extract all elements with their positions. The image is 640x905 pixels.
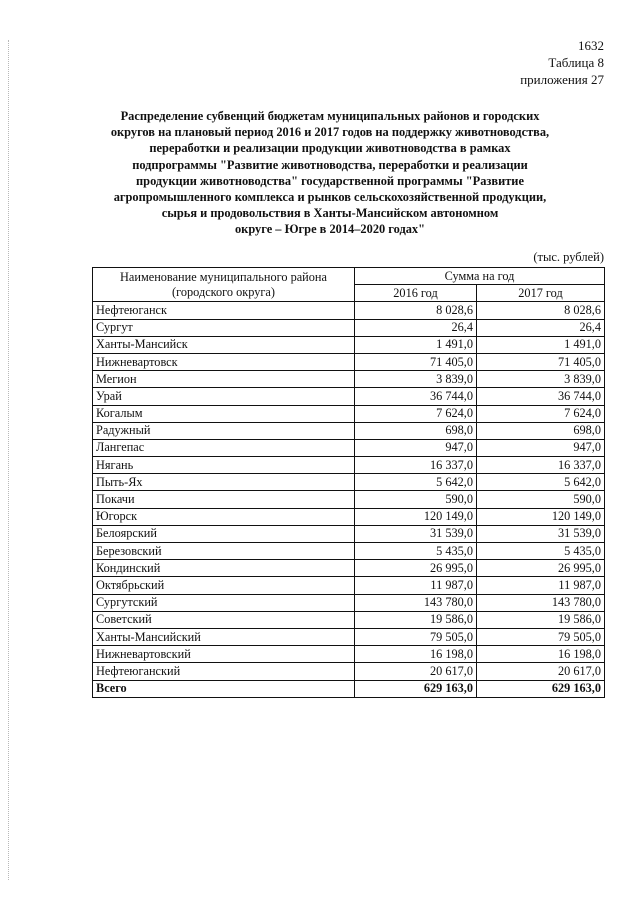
- row-2017-cell: 26,4: [477, 319, 605, 336]
- row-name-cell: Нягань: [93, 457, 355, 474]
- row-2017-cell: 5 435,0: [477, 543, 605, 560]
- total-name-cell: Всего: [93, 680, 355, 697]
- row-2017-cell: 19 586,0: [477, 611, 605, 628]
- row-2017-cell: 31 539,0: [477, 525, 605, 542]
- row-name-cell: Нефтеюганский: [93, 663, 355, 680]
- row-2017-cell: 71 405,0: [477, 353, 605, 370]
- row-2016-cell: 36 744,0: [355, 388, 477, 405]
- row-2017-cell: 590,0: [477, 491, 605, 508]
- row-name-cell: Советский: [93, 611, 355, 628]
- header-name-line1: Наименование муниципального района: [120, 269, 327, 284]
- row-name-cell: Ханты-Мансийский: [93, 628, 355, 645]
- table-row: [93, 628, 605, 645]
- row-2016-cell: 143 780,0: [355, 594, 477, 611]
- row-2016-cell: 3 839,0: [355, 371, 477, 388]
- row-2017-cell: 20 617,0: [477, 663, 605, 680]
- table-reference: [520, 54, 604, 88]
- total-2016-cell: 629 163,0: [355, 680, 477, 697]
- table-row: [93, 439, 605, 456]
- row-name-cell: Мегион: [93, 371, 355, 388]
- table-row: [93, 353, 605, 370]
- row-2016-cell: 31 539,0: [355, 525, 477, 542]
- title-line: округе – Югре в 2014–2020 годах": [234, 222, 425, 237]
- table-body: [93, 302, 605, 697]
- row-name-cell: Урай: [93, 388, 355, 405]
- page-number: 1632: [578, 38, 604, 53]
- table-row: [93, 663, 605, 680]
- total-2017-cell: 629 163,0: [477, 680, 605, 697]
- table-row: [93, 525, 605, 542]
- row-2017-cell: 36 744,0: [477, 388, 605, 405]
- row-2017-cell: 3 839,0: [477, 371, 605, 388]
- table-row: [93, 491, 605, 508]
- row-name-cell: Покачи: [93, 491, 355, 508]
- row-2016-cell: 947,0: [355, 439, 477, 456]
- row-2016-cell: 120 149,0: [355, 508, 477, 525]
- title-line: агропромышленного комплекса и рынков сельскохозяйственной продукции,: [113, 190, 547, 205]
- row-2016-cell: 5 642,0: [355, 474, 477, 491]
- table-row: [93, 594, 605, 611]
- row-name-cell: Ханты-Мансийск: [93, 336, 355, 353]
- table-row: [93, 388, 605, 405]
- budget-table: [92, 267, 605, 698]
- row-2017-cell: 143 780,0: [477, 594, 605, 611]
- table-ref-line2: приложения 27: [520, 72, 604, 87]
- row-name-cell: Березовский: [93, 543, 355, 560]
- table-row: [93, 336, 605, 353]
- row-2016-cell: 698,0: [355, 422, 477, 439]
- title-line: округов на плановый период 2016 и 2017 годов на поддержку животноводства,: [110, 125, 550, 140]
- table-header-row: [93, 268, 605, 285]
- row-2017-cell: 120 149,0: [477, 508, 605, 525]
- row-name-cell: Белоярский: [93, 525, 355, 542]
- header-year-2016: 2016 год: [355, 285, 477, 302]
- row-2016-cell: 26 995,0: [355, 560, 477, 577]
- row-2016-cell: 590,0: [355, 491, 477, 508]
- table-row: [93, 457, 605, 474]
- row-2016-cell: 79 505,0: [355, 628, 477, 645]
- row-name-cell: Пыть-Ях: [93, 474, 355, 491]
- row-2016-cell: 8 028,6: [355, 302, 477, 319]
- table-row: [93, 508, 605, 525]
- row-2017-cell: 16 198,0: [477, 646, 605, 663]
- row-2017-cell: 698,0: [477, 422, 605, 439]
- row-2017-cell: 947,0: [477, 439, 605, 456]
- table-row: [93, 422, 605, 439]
- header-name-cell: [93, 268, 355, 302]
- row-2017-cell: 7 624,0: [477, 405, 605, 422]
- row-name-cell: Нижневартовский: [93, 646, 355, 663]
- title-line: сырья и продовольствия в Ханты-Мансийском автономном: [161, 206, 499, 221]
- row-2016-cell: 5 435,0: [355, 543, 477, 560]
- title-line: переработки и реализации продукции животноводства в рамках: [149, 141, 511, 156]
- row-2016-cell: 16 337,0: [355, 457, 477, 474]
- table-row: [93, 646, 605, 663]
- row-name-cell: Югорск: [93, 508, 355, 525]
- row-2016-cell: 20 617,0: [355, 663, 477, 680]
- table-row: [93, 577, 605, 594]
- table-row: [93, 474, 605, 491]
- row-name-cell: Когалым: [93, 405, 355, 422]
- row-2016-cell: 11 987,0: [355, 577, 477, 594]
- row-name-cell: Нефтеюганск: [93, 302, 355, 319]
- row-2016-cell: 19 586,0: [355, 611, 477, 628]
- table-row: [93, 543, 605, 560]
- row-name-cell: Кондинский: [93, 560, 355, 577]
- row-name-cell: Радужный: [93, 422, 355, 439]
- row-2016-cell: 1 491,0: [355, 336, 477, 353]
- row-2017-cell: 11 987,0: [477, 577, 605, 594]
- row-2016-cell: 71 405,0: [355, 353, 477, 370]
- units-label: (тыс. рублей): [533, 250, 604, 264]
- row-2017-cell: 8 028,6: [477, 302, 605, 319]
- row-2017-cell: 79 505,0: [477, 628, 605, 645]
- row-2017-cell: 16 337,0: [477, 457, 605, 474]
- table-row: [93, 319, 605, 336]
- row-name-cell: Лангепас: [93, 439, 355, 456]
- header-sum-cell: Сумма на год: [355, 268, 605, 285]
- document-title: [80, 108, 580, 238]
- table-row: [93, 302, 605, 319]
- table-row: [93, 405, 605, 422]
- row-2016-cell: 26,4: [355, 319, 477, 336]
- title-line: подпрограммы "Развитие животноводства, переработки и реализации: [132, 157, 528, 172]
- row-name-cell: Октябрьский: [93, 577, 355, 594]
- header-year-2017: 2017 год: [477, 285, 605, 302]
- scan-edge-line: [8, 40, 10, 880]
- table-row: [93, 611, 605, 628]
- row-2017-cell: 26 995,0: [477, 560, 605, 577]
- row-name-cell: Сургут: [93, 319, 355, 336]
- table-row: [93, 560, 605, 577]
- title-line: Распределение субвенций бюджетам муниципальных районов и городских: [120, 109, 540, 123]
- table-ref-line1: Таблица 8: [548, 55, 604, 70]
- row-2017-cell: 5 642,0: [477, 474, 605, 491]
- table-total-row: [93, 680, 605, 697]
- row-2016-cell: 16 198,0: [355, 646, 477, 663]
- title-line: продукции животноводства" государственной программы "Развитие: [136, 173, 524, 188]
- row-2016-cell: 7 624,0: [355, 405, 477, 422]
- row-name-cell: Нижневартовск: [93, 353, 355, 370]
- table-row: [93, 371, 605, 388]
- row-name-cell: Сургутский: [93, 594, 355, 611]
- row-2017-cell: 1 491,0: [477, 336, 605, 353]
- header-name-line2: (городского округа): [172, 284, 275, 299]
